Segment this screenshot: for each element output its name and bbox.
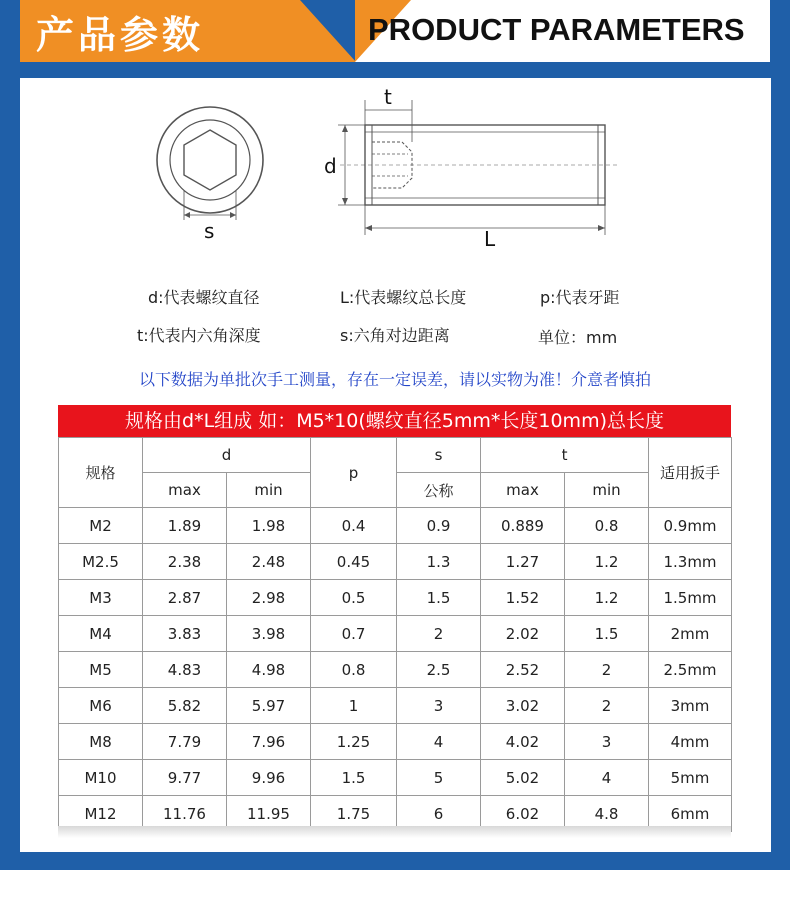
cell-s-nominal: 2.5 [397,652,481,688]
cell-d-max: 5.82 [143,688,227,724]
cell-d-min: 5.97 [227,688,311,724]
cell-d-min: 3.98 [227,616,311,652]
legend-d: d:代表螺纹直径 [148,288,260,307]
cell-t-max: 1.27 [481,544,565,580]
table-header-row [59,438,732,473]
diagram-label-t: t [384,85,392,109]
table-row [59,688,732,724]
cell-d-max: 1.89 [143,508,227,544]
cell-wrench: 6mm [649,796,732,832]
table-row [59,580,732,616]
cell-t-max: 2.52 [481,652,565,688]
header-t-max: max [481,473,565,508]
page-title-en: PRODUCT PARAMETERS [368,12,745,47]
table-row [59,508,732,544]
header-d-min: min [227,473,311,508]
cell-spec: M2.5 [59,544,143,580]
cell-d-max: 9.77 [143,760,227,796]
cell-t-max: 0.889 [481,508,565,544]
cell-wrench: 2mm [649,616,732,652]
cell-p: 1.75 [311,796,397,832]
cell-spec: M4 [59,616,143,652]
cell-s-nominal: 2 [397,616,481,652]
cell-t-max: 6.02 [481,796,565,832]
diagram-label-d: d [324,154,337,178]
set-screw-diagram [140,80,620,260]
cell-t-max: 2.02 [481,616,565,652]
diagram-label-L: L [484,227,496,251]
table-row [59,724,732,760]
cell-t-min: 3 [565,724,649,760]
cell-spec: M12 [59,796,143,832]
header-d: d [143,438,311,473]
cell-s-nominal: 3 [397,688,481,724]
cell-s-nominal: 1.3 [397,544,481,580]
cell-d-max: 2.38 [143,544,227,580]
table-title: 规格由d*L组成 如：M5*10(螺纹直径5mm*长度10mm)总长度 [58,405,731,437]
table-row [59,544,732,580]
table-shadow [58,826,731,838]
legend-L: L:代表螺纹总长度 [340,288,467,307]
header-divider-shape [300,0,356,62]
cell-t-min: 4 [565,760,649,796]
header-spec: 规格 [59,438,143,508]
legend-p: p:代表牙距 [540,288,620,307]
cell-d-max: 2.87 [143,580,227,616]
cell-d-min: 1.98 [227,508,311,544]
cell-d-min: 9.96 [227,760,311,796]
diagram-label-s: s [204,219,215,243]
cell-spec: M8 [59,724,143,760]
table-row [59,652,732,688]
header-t-min: min [565,473,649,508]
cell-d-max: 11.76 [143,796,227,832]
cell-spec: M3 [59,580,143,616]
cell-wrench: 5mm [649,760,732,796]
header-p: p [311,438,397,508]
cell-t-min: 2 [565,688,649,724]
cell-d-max: 3.83 [143,616,227,652]
measurement-notice: 以下数据为单批次手工测量，存在一定误差，请以实物为准！介意者慎拍 [138,370,651,389]
cell-wrench: 0.9mm [649,508,732,544]
cell-p: 1 [311,688,397,724]
header-d-max: max [143,473,227,508]
cell-d-min: 2.98 [227,580,311,616]
legend-unit: 单位：mm [538,328,618,347]
cell-d-min: 7.96 [227,724,311,760]
cell-wrench: 2.5mm [649,652,732,688]
cell-s-nominal: 6 [397,796,481,832]
cell-t-min: 1.2 [565,544,649,580]
cell-t-min: 1.2 [565,580,649,616]
header-wrench: 适用扳手 [649,438,732,508]
cell-d-max: 7.79 [143,724,227,760]
legend-s: s:六角对边距离 [340,326,450,345]
cell-s-nominal: 5 [397,760,481,796]
cell-t-min: 0.8 [565,508,649,544]
cell-s-nominal: 4 [397,724,481,760]
cell-spec: M6 [59,688,143,724]
header-t: t [481,438,649,473]
cell-d-max: 4.83 [143,652,227,688]
cell-p: 0.7 [311,616,397,652]
table-row [59,760,732,796]
cell-spec: M5 [59,652,143,688]
cell-t-min: 4.8 [565,796,649,832]
cell-t-max: 4.02 [481,724,565,760]
cell-t-min: 2 [565,652,649,688]
cell-d-min: 4.98 [227,652,311,688]
cell-wrench: 1.5mm [649,580,732,616]
table-row [59,616,732,652]
cell-p: 1.25 [311,724,397,760]
cell-wrench: 4mm [649,724,732,760]
cell-p: 0.5 [311,580,397,616]
cell-wrench: 1.3mm [649,544,732,580]
cell-s-nominal: 1.5 [397,580,481,616]
header-s: s [397,438,481,473]
end-view-drawing [157,107,263,220]
cell-d-min: 2.48 [227,544,311,580]
cell-p: 0.8 [311,652,397,688]
cell-d-min: 11.95 [227,796,311,832]
cell-wrench: 3mm [649,688,732,724]
cell-t-max: 5.02 [481,760,565,796]
cell-p: 0.45 [311,544,397,580]
cell-p: 1.5 [311,760,397,796]
cell-t-min: 1.5 [565,616,649,652]
cell-spec: M10 [59,760,143,796]
legend-t: t:代表内六角深度 [137,326,261,345]
cell-t-max: 3.02 [481,688,565,724]
spec-table [58,437,732,832]
page-title-cn: 产品参数 [36,13,205,57]
side-view-drawing [338,100,620,235]
cell-spec: M2 [59,508,143,544]
header-s-nominal: 公称 [397,473,481,508]
cell-s-nominal: 0.9 [397,508,481,544]
cell-t-max: 1.52 [481,580,565,616]
cell-p: 0.4 [311,508,397,544]
